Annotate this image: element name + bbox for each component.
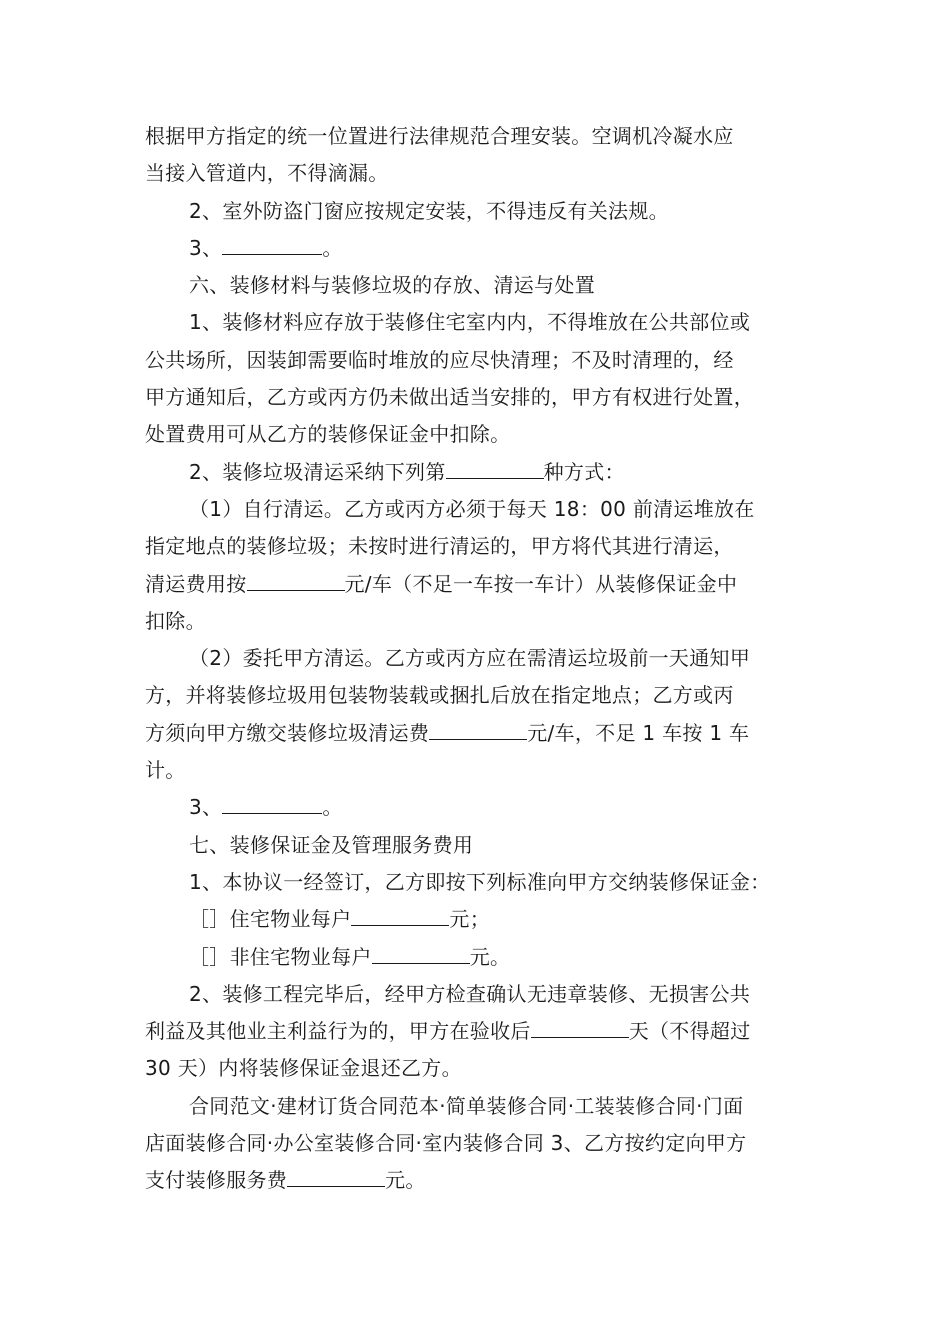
text: 合同范文·建材订货合同范本·简单装修合同·工装装修合同·门面 (189, 1093, 744, 1118)
text: （1）自行清运。乙方或丙方必须于每天 18：00 前清运堆放在 (189, 496, 755, 521)
text: 利益及其他业主利益行为的，甲方在验收后 (145, 1019, 531, 1044)
text: 清运费用按 (145, 571, 247, 596)
text: （2）委托甲方清运。乙方或丙方应在需清运垃圾前一天通知甲 (189, 646, 751, 671)
text: 支付装修服务费 (145, 1168, 288, 1193)
section-heading (145, 267, 825, 304)
text: 3、 (189, 795, 223, 820)
text: ［］非住宅物业每户 (189, 944, 372, 969)
text: 天（不得超过 (628, 1019, 751, 1044)
fill-blank[interactable] (429, 717, 527, 740)
text: 公共场所，因装卸需要临时堆放的应尽快清理；不及时清理的，经 (145, 347, 734, 372)
text: 计。 (145, 758, 186, 783)
paragraph-line (145, 230, 825, 267)
fill-blank[interactable] (247, 568, 345, 591)
paragraph-line (145, 1050, 825, 1087)
text: 30 天）内将装修保证金退还乙方。 (145, 1056, 462, 1081)
paragraph-line (145, 1013, 825, 1050)
text: 店面装修合同·办公室装修合同·室内装修合同 3、乙方按约定向甲方 (145, 1131, 747, 1156)
paragraph-line (145, 752, 825, 789)
text: 2、装修工程完毕后，经甲方检查确认无违章装修、无损害公共 (189, 981, 751, 1006)
checkbox-line (145, 939, 825, 976)
fill-blank[interactable] (372, 941, 470, 964)
fill-blank[interactable] (446, 456, 544, 479)
text: 方，并将装修垃圾用包装物装载或捆扎后放在指定地点；乙方或丙 (145, 683, 734, 708)
paragraph-line (145, 342, 825, 379)
paragraph-line (145, 789, 825, 826)
section-heading (145, 827, 825, 864)
paragraph-line (145, 1162, 825, 1199)
text: 1、本协议一经签订，乙方即按下列标准向甲方交纳装修保证金： (189, 869, 771, 894)
paragraph-line (145, 603, 825, 640)
text: 1、装修材料应存放于装修住宅室内内，不得堆放在公共部位或 (189, 310, 751, 335)
text: 处置费用可从乙方的装修保证金中扣除。 (145, 422, 511, 447)
text: 元/车，不足 1 车按 1 车 (527, 720, 750, 745)
paragraph-line (145, 416, 825, 453)
paragraph-line (145, 715, 825, 752)
text: 六、装修材料与装修垃圾的存放、清运与处置 (189, 273, 595, 298)
document-body (145, 118, 825, 1200)
paragraph-line (145, 193, 825, 230)
text: 方须向甲方缴交装修垃圾清运费 (145, 720, 430, 745)
paragraph-line (145, 976, 825, 1013)
text: ［］住宅物业每户 (189, 907, 352, 932)
paragraph-line (145, 304, 825, 341)
paragraph-line (145, 1125, 825, 1162)
text: 元。 (385, 1168, 426, 1193)
paragraph-line (145, 491, 825, 528)
paragraph-line (145, 379, 825, 416)
paragraph-line (145, 640, 825, 677)
text: 扣除。 (145, 608, 206, 633)
text: 2、室外防盗门窗应按规定安装，不得违反有关法规。 (189, 198, 669, 223)
paragraph-line (145, 677, 825, 714)
text: 。 (322, 235, 343, 260)
paragraph-line (145, 118, 825, 155)
text: 。 (322, 795, 343, 820)
text: 种方式： (543, 459, 625, 484)
checkbox-line (145, 901, 825, 938)
text: 当接入管道内，不得滴漏。 (145, 161, 389, 186)
text: 甲方通知后，乙方或丙方仍未做出适当安排的，甲方有权进行处置， (145, 385, 754, 410)
paragraph-line (145, 566, 825, 603)
fill-blank[interactable] (351, 903, 449, 926)
text: 元。 (469, 944, 511, 969)
fill-blank[interactable] (287, 1164, 385, 1187)
text: 元/车（不足一车按一车计）从装修保证金中 (344, 571, 738, 596)
paragraph-line (145, 528, 825, 565)
fill-blank[interactable] (531, 1015, 629, 1038)
text: 七、装修保证金及管理服务费用 (189, 832, 474, 857)
paragraph-line (145, 864, 825, 901)
text: 指定地点的装修垃圾；未按时进行清运的，甲方将代其进行清运， (145, 534, 734, 559)
fill-blank[interactable] (222, 791, 322, 814)
paragraph-line (145, 454, 825, 491)
text: 2、装修垃圾清运采纳下列第 (189, 459, 446, 484)
text: 元； (449, 907, 491, 932)
text: 根据甲方指定的统一位置进行法律规范合理安装。空调机冷凝水应 (145, 124, 734, 148)
fill-blank[interactable] (222, 232, 322, 255)
text: 3、 (189, 235, 223, 260)
paragraph-line (145, 1088, 825, 1125)
paragraph-line (145, 155, 825, 192)
